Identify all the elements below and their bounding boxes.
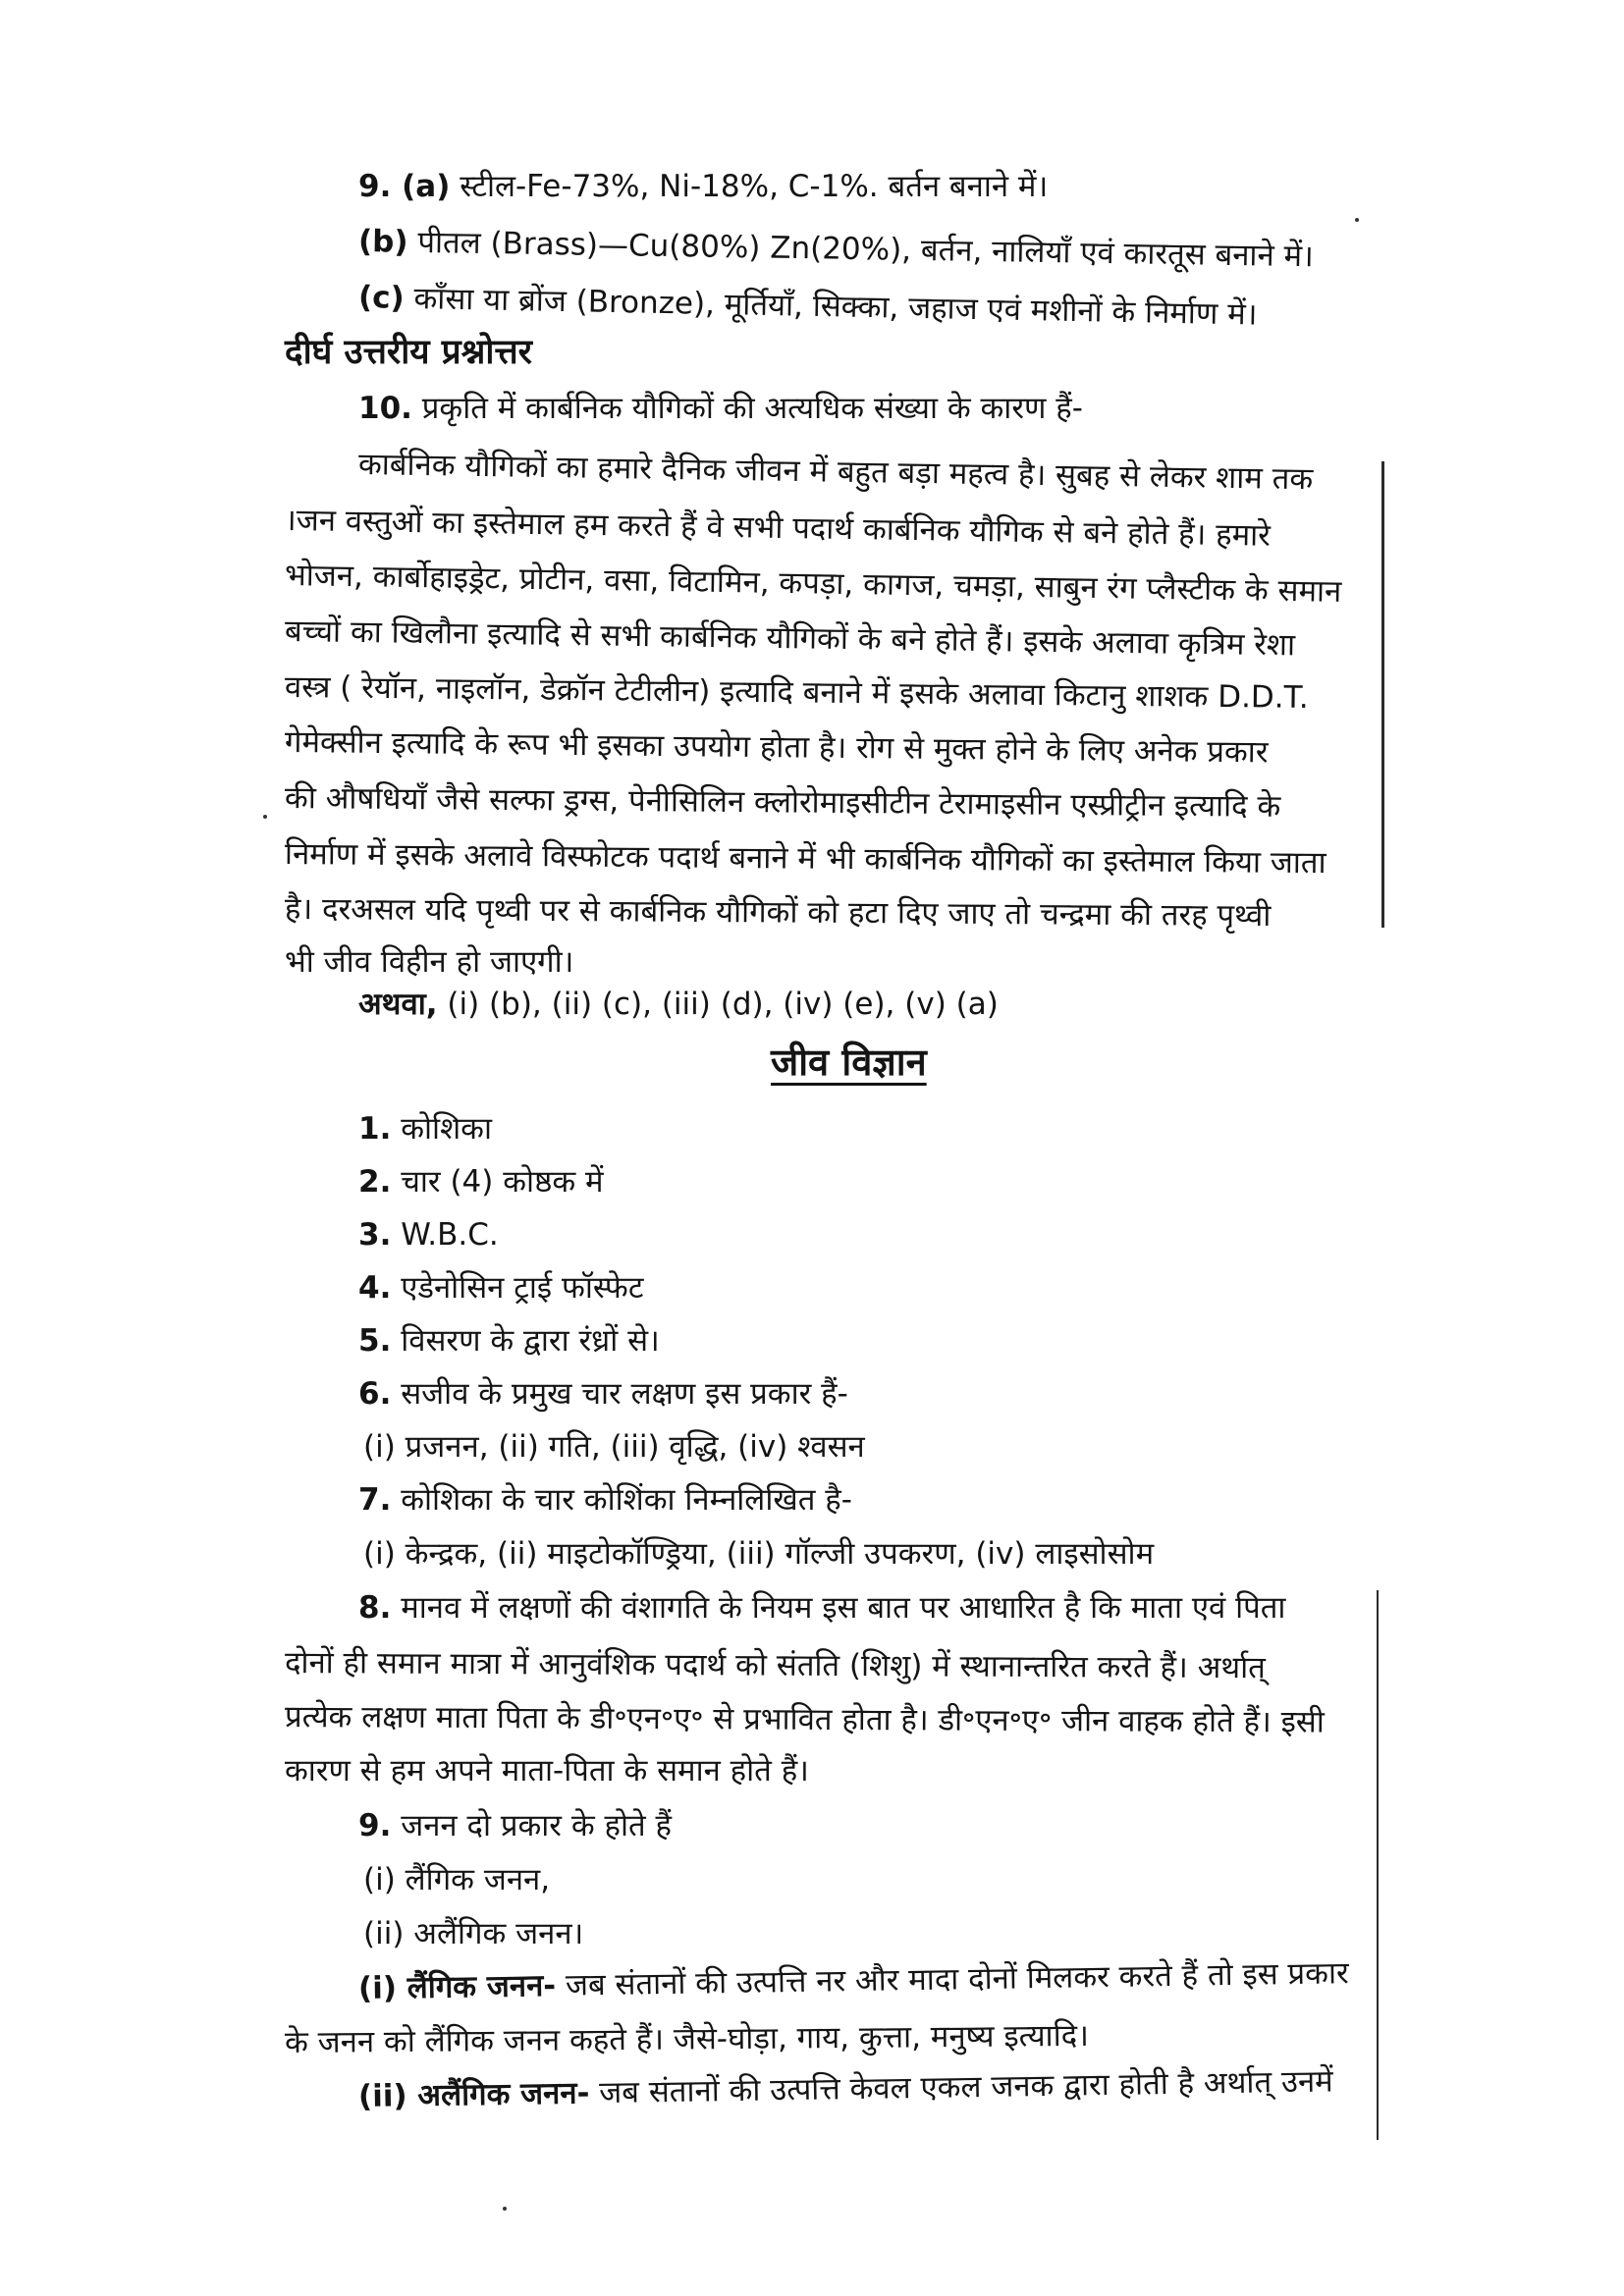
q6-items: (i) प्रजनन, (ii) गति, (iii) वृद्धि, (iv) श्वसन bbox=[363, 1429, 865, 1465]
bio-answer-6 bbox=[358, 1376, 848, 1413]
q10-line-5: वस्त्र ( रेयॉन, नाइलॉन, डेक्रॉन टेटीलीन) इत्यादि बनाने में इसके अलावा किटानु शाशक D.D.T. bbox=[284, 669, 1309, 716]
asexual-reproduction-definition bbox=[358, 2063, 1333, 2115]
scan-speck bbox=[263, 815, 267, 819]
answer-text: सजीव के प्रमुख चार लक्षण इस प्रकार हैं- bbox=[391, 1376, 848, 1412]
bio-answer-3 bbox=[358, 1217, 499, 1254]
definition-text: जब संतानों की उत्पत्ति नर और मादा दोनों मिलकर करते हैं तो इस प्रकार bbox=[555, 1955, 1349, 2003]
question-10-title bbox=[358, 391, 1083, 427]
definition-text: जब संतानों की उत्पत्ति केवल एकल जनक द्वारा होती है अर्थात् उनमें bbox=[589, 2063, 1333, 2111]
answer-text: जनन दो प्रकार के होते हैं bbox=[391, 1808, 672, 1843]
answer-text: कोशिका bbox=[391, 1111, 492, 1147]
answer-number: 9. bbox=[358, 1808, 392, 1843]
answer-number: 6. bbox=[358, 1376, 392, 1412]
answer-label: (c) bbox=[357, 280, 406, 316]
question-text: प्रकृति में कार्बनिक यौगिकों की अत्यधिक संख्या के कारण हैं- bbox=[411, 391, 1083, 426]
answer-number: 8. bbox=[358, 1590, 392, 1626]
q8-line-4: कारण से हम अपने माता-पिता के समान होते हैं। bbox=[285, 1753, 809, 1789]
answer-9b bbox=[358, 224, 1314, 275]
q8-line-3: प्रत्येक लक्षण माता पिता के डी॰एन॰ए॰ से प्रभावित होता है। डी॰एन॰ए॰ जीन वाहक होते हैं। इसी bbox=[284, 1699, 1325, 1740]
bio-answer-4 bbox=[358, 1270, 643, 1307]
scan-speck bbox=[503, 2207, 507, 2211]
q10-line-3: भोजन, कार्बोहाइड्रेट, प्रोटीन, वसा, विटामिन, कपड़ा, कागज, चमड़ा, साबुन रंग प्लैस्टीक के समान bbox=[284, 558, 1342, 610]
answer-text: पीतल (Brass)—Cu(80%) Zn(20%), बर्तन, नालियाँ एवं कारतूस बनाने में। bbox=[407, 224, 1315, 275]
q10-line-7: की औषधियाँ जैसे सल्फा ड्रग्स, पेनीसिलिन क्लोरोमाइसीटीन टेरामाइसीन एस्प्रीट्रीन इत्यादि के bbox=[284, 780, 1281, 825]
bio-answer-1 bbox=[358, 1111, 492, 1148]
page-edge-line bbox=[1381, 461, 1384, 928]
bio-answer-7 bbox=[358, 1482, 852, 1519]
answer-number: 2. bbox=[358, 1164, 392, 1200]
term-label: (i) लैंगिक जनन- bbox=[357, 1967, 557, 2006]
bio-answer-2 bbox=[358, 1164, 604, 1201]
page-edge-line bbox=[1377, 1590, 1379, 2140]
answer-label: (b) bbox=[357, 224, 408, 260]
q10-line-10: भी जीव विहीन हो जाएगी। bbox=[285, 944, 574, 980]
answer-number: 5. bbox=[358, 1323, 392, 1359]
answer-number: 1. bbox=[358, 1111, 392, 1147]
scan-speck bbox=[1355, 218, 1359, 222]
q10-line-9: है। दरअसल यदि पृथ्वी पर से कार्बनिक यौगिकों को हटा दिए जाए तो चन्द्रमा की तरह पृथ्वी bbox=[284, 891, 1272, 934]
or-answer-text: (i) (b), (ii) (c), (iii) (d), (iv) (e), (v) (a) bbox=[437, 987, 999, 1022]
q8-line-2: दोनों ही समान मात्रा में आनुवंशिक पदार्थ को संतति (शिशु) में स्थानान्तरित करते हैं। अर्थात् bbox=[284, 1645, 1266, 1686]
q9-item-2: (ii) अलैंगिक जनन। bbox=[363, 1916, 584, 1951]
section-heading-long-answers: दीर्घ उत्तरीय प्रश्नोत्तर bbox=[285, 333, 532, 372]
biology-heading: जीव विज्ञान bbox=[771, 1041, 927, 1084]
answer-text: मानव में लक्षणों की वंशागति के नियम इस बात पर आधारित है कि माता एवं पिता bbox=[391, 1590, 1286, 1626]
q10-line-4: बच्चों का खिलौना इत्यादि से सभी कार्बनिक यौगिकों के बने होते हैं। इसके अलावा कृत्रिम रेशा bbox=[284, 614, 1296, 664]
answer-text: W.B.C. bbox=[391, 1217, 499, 1253]
answer-text: एडेनोसिन ट्राई फॉस्फेट bbox=[391, 1270, 644, 1306]
or-label: अथवा, bbox=[358, 987, 438, 1022]
sexual-reproduction-definition bbox=[358, 1955, 1349, 2007]
or-answer bbox=[358, 987, 999, 1023]
bio-answer-5 bbox=[358, 1323, 660, 1360]
q10-line-8: निर्माण में इसके अलावे विस्फोटक पदार्थ बनाने में भी कार्बनिक यौगिकों का इस्तेमाल किया जाता bbox=[284, 836, 1326, 881]
answer-number: 9. (a) bbox=[358, 169, 451, 204]
answer-9c bbox=[358, 280, 1258, 334]
answer-text: स्टील-Fe-73%, Ni-18%, C-1%. बर्तन बनाने में। bbox=[450, 169, 1049, 204]
q10-line-1: कार्बनिक यौगिकों का हमारे दैनिक जीवन में बहुत बड़ा महत्व है। सुबह से लेकर शाम तक bbox=[357, 447, 1314, 498]
answer-text: विसरण के द्वारा रंध्रों से। bbox=[391, 1323, 660, 1359]
q10-line-6: गेमेक्सीन इत्यादि के रूप भी इसका उपयोग होता है। रोग से मुक्त होने के लिए अनेक प्रकार bbox=[284, 724, 1269, 771]
answer-text: काँसा या ब्रोंज (Bronze), मूर्तियाँ, सिक्का, जहाज एवं मशीनों के निर्माण में। bbox=[404, 280, 1258, 333]
bio-answer-9 bbox=[358, 1808, 672, 1844]
answer-number: 4. bbox=[358, 1270, 392, 1306]
bio-answer-8 bbox=[358, 1590, 1285, 1627]
answer-text: चार (4) कोष्ठक में bbox=[391, 1164, 604, 1200]
answer-text: कोशिका के चार कोशिंका निम्नलिखित है- bbox=[391, 1482, 852, 1518]
answer-number: 7. bbox=[358, 1482, 392, 1518]
q9-item-1: (i) लैंगिक जनन, bbox=[363, 1862, 551, 1897]
q7-items: (i) केन्द्रक, (ii) माइटोकॉण्ड्रिया, (iii) गॉल्जी उपकरण, (iv) लाइसोसोम bbox=[363, 1536, 1155, 1572]
question-number: 10. bbox=[358, 391, 412, 426]
sexual-reproduction-continued: के जनन को लैंगिक जनन कहते हैं। जैसे-घोड़ा, गाय, कुत्ता, मनुष्य इत्यादि। bbox=[284, 2017, 1090, 2060]
term-label: (ii) अलैंगिक जनन- bbox=[357, 2075, 590, 2114]
answer-number: 3. bbox=[358, 1217, 392, 1253]
answer-9a bbox=[358, 169, 1048, 205]
q10-line-2: ।जन वस्तुओं का इस्तेमाल हम करते हैं वे सभी पदार्थ कार्बनिक यौगिक से बने होते हैं। हमारे bbox=[284, 503, 1272, 554]
